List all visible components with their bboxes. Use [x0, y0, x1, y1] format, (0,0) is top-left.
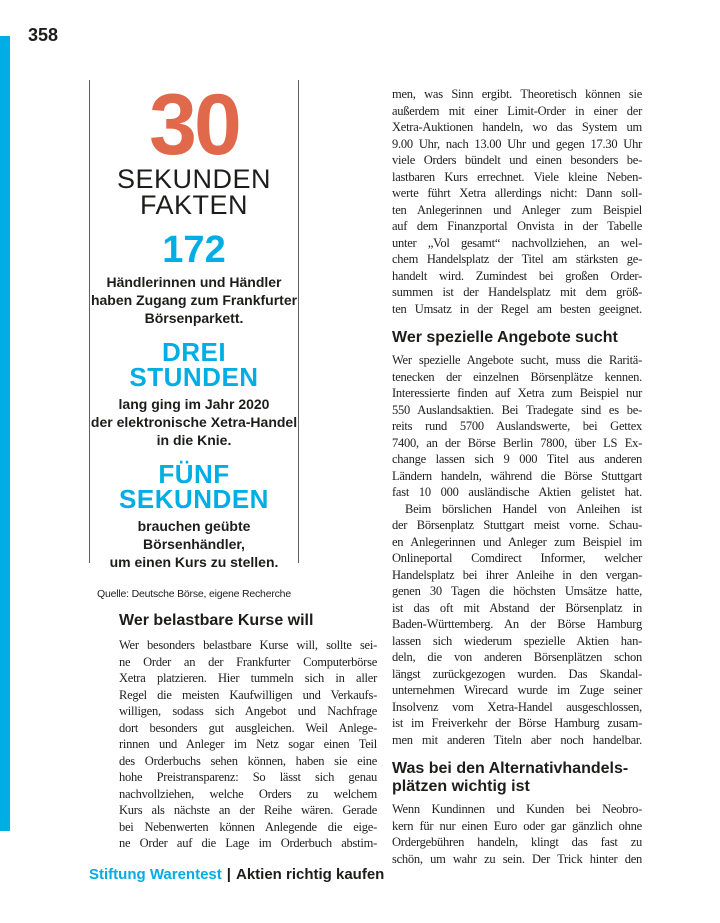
text-line: Beim börslichen Handel von Anleihen ist: [405, 501, 642, 516]
text-line: brauchen geübte: [137, 518, 251, 534]
fact-value-172: 172: [162, 229, 226, 271]
text-line: unter „Vol gesamt“ nachvollziehen, an wel-: [392, 235, 642, 250]
text-line: FAKTEN: [139, 190, 249, 220]
text-line: schön, um wahr zu sein. Der Trick hinter den: [392, 851, 642, 866]
left-column-paragraph: [119, 637, 377, 852]
text-line: plätzen wichtig ist: [392, 778, 530, 795]
text-line: Onlineportal Comdirect Informer, welcher: [392, 551, 642, 565]
fact-text-3: [90, 517, 298, 571]
page-accent-bar: [0, 36, 10, 831]
text-line: werte führt Xetra allerdings nicht: Dann soll-: [392, 186, 642, 200]
text-line: Ordergebühren handeln, klingt das fast zu: [392, 835, 642, 849]
text-line: men mit anderen Titeln aber noch handelbar.: [392, 732, 642, 747]
fact-text-1: [90, 273, 298, 327]
text-line: Ländern handeln, während die Börse Stuttgart: [392, 468, 642, 483]
text-line: lastbaren Kurs errechnet. Viele kleine Neben-: [392, 169, 642, 184]
footer-brand: Stiftung Warentest: [89, 866, 222, 883]
text-line: außerdem mit einer Limit-Order in einer der: [392, 103, 642, 118]
text-line: Wer spezielle Angebote sucht, muss die Raritä-: [392, 353, 642, 367]
footer-separator: |: [226, 866, 231, 883]
text-line: haben Zugang zum Frankfurter: [90, 292, 298, 308]
text-line: STUNDEN: [129, 362, 259, 392]
text-line: Interessierte finden auf Xetra zum Beispiel nur: [392, 386, 642, 400]
text-line: bei Nebenwerten können Anlegende die eige-: [119, 819, 377, 834]
text-line: der Börsenplatz Stuttgart meist vorne. Schau-: [392, 518, 642, 532]
text-line: ist das oft mit Abstand der Börsenplatz in: [392, 600, 642, 615]
text-line: change lassen sich 9 000 Titel aus anderen: [392, 452, 642, 466]
text-line: chem Handelsplatz der Titel am stärksten ge-: [392, 252, 642, 266]
heading-wer-belastbare-kurse-will: Wer belastbare Kurse will: [119, 612, 314, 629]
text-line: men, was Sinn ergibt. Theoretisch können sie: [392, 87, 642, 101]
text-line: unternehmen Wirecard wurde im Zuge seiner: [392, 683, 642, 697]
page-footer: [89, 866, 384, 883]
text-line: Börsenhändler,: [143, 536, 245, 552]
text-line: Händlerinnen und Händler: [106, 274, 282, 290]
text-line: FÜNF: [158, 459, 230, 489]
text-line: Insolvenz vom Xetra-Handel ausgeschlossen,: [392, 699, 642, 714]
text-line: deln, die von anderen Börsenplätzen schon: [392, 650, 642, 664]
fact-box-heading: [90, 166, 298, 218]
text-line: SEKUNDEN: [119, 484, 269, 514]
fact-box: [89, 77, 299, 600]
text-line: rinnen und Anleger im Netz sogar einen Teil: [119, 737, 377, 751]
text-line: tenecken der einzelnen Börsenplätze kennen.: [392, 369, 642, 384]
text-line: lang ging im Jahr 2020: [118, 396, 270, 412]
text-line: fast 10 000 ausländische Aktien gelistet hat.: [392, 485, 642, 499]
right-paragraph-2: [392, 352, 642, 501]
text-line: Wenn Kundinnen und Kunden bei Neobro-: [392, 802, 642, 816]
right-paragraph-4: [392, 801, 642, 867]
text-line: reits rund 5700 Auslandswerte, bei Gettex: [392, 419, 642, 433]
page-number: 358: [28, 25, 59, 45]
text-line: ne Order auf die Lage im Orderbuch abstim-: [119, 836, 377, 850]
text-line: auf dem Finanzportal Onvista in der Tabelle: [392, 219, 642, 233]
text-line: dort besonders gut ausgleichen. Weil Anlege-: [119, 720, 377, 735]
text-line: Wer besonders belastbare Kurse will, sollte sei-: [119, 638, 377, 652]
text-line: Xetra platzieren. Hier tummeln sich in aller: [119, 671, 377, 685]
text-line: hohe Preistransparenz: So lässt sich genau: [119, 770, 377, 784]
text-line: 7400, an der Börse Berlin 7800, über LS Ex-: [392, 435, 642, 450]
left-text-column: [119, 612, 377, 852]
fact-value-drei-stunden: [90, 337, 298, 392]
text-line: en Anlegerinnen und Anleger zum Beispiel im: [392, 534, 642, 549]
right-paragraph-1: [392, 86, 642, 317]
text-line: in die Knie.: [156, 432, 232, 448]
text-line: der elektronische Xetra-Handel: [90, 414, 298, 430]
heading-alternativhandelsplaetze: [392, 760, 642, 796]
text-line: lassen sich wiederum spezielle Aktien han-: [392, 633, 642, 648]
text-line: Was bei den Alternativhandels-: [392, 760, 629, 777]
text-line: Baden-Württemberg. An der Börse Hamburg: [392, 617, 642, 631]
text-line: Kurs als nächste an der Reihe wären. Gerade: [119, 803, 377, 817]
fact-box-source: Quelle: Deutsche Börse, eigene Recherche: [97, 588, 291, 600]
text-line: genen 30 Tagen die höchsten Umsätze hatte,: [392, 584, 642, 598]
footer-book-title: Aktien richtig kaufen: [235, 866, 385, 883]
fact-box-big-number: 30: [149, 77, 239, 173]
text-line: längst zurückgezogen wurden. Das Skandal-: [392, 666, 642, 681]
heading-wer-spezielle-angebote-sucht: Wer spezielle Angebote sucht: [392, 329, 618, 346]
text-line: Regel die meisten Kaufwilligen und Verkaufs-: [119, 687, 377, 702]
text-line: ten Umsatz in der Regel am besten geeignet.: [392, 301, 642, 316]
text-line: viele Orders bündelt und einen besonders be-: [392, 153, 642, 167]
text-line: um einen Kurs zu stellen.: [109, 554, 279, 570]
right-paragraph-3: [392, 501, 642, 749]
text-line: ist im Freiverkehr der Börse Hamburg zusam-: [392, 716, 642, 730]
text-line: willigen, sodass sich Angebot und Nachfrage: [119, 704, 377, 718]
text-line: kern für nur einen Euro oder gar gänzlich ohne: [392, 818, 642, 833]
text-line: ten Anlegerinnen und Anleger zum Beispiel: [392, 202, 642, 217]
text-line: handelt wird. Zumindest bei großen Order-: [392, 268, 642, 283]
text-line: SEKUNDEN: [116, 164, 272, 194]
text-line: des Orderbuchs sehen können, haben sie eine: [119, 753, 377, 768]
text-line: Handelsplatz bei ihrer Anleihe in den vergan-: [392, 567, 642, 582]
text-line: DREI: [161, 337, 227, 367]
text-line: Börsenparkett.: [144, 310, 244, 326]
text-line: nachvollziehen, welche Orders zu welchem: [119, 786, 377, 801]
text-line: 550 Auslandsaktien. Bei Tradegate sind es be-: [392, 402, 642, 417]
fact-value-fuenf-sekunden: [90, 459, 298, 514]
text-line: 9.00 Uhr, nach 13.00 Uhr und gegen 17.30 Uhr: [392, 136, 642, 151]
text-line: summen ist der Handelsplatz mit dem größ-: [392, 285, 642, 299]
text-line: ne Order an der Frankfurter Computerbörse: [119, 654, 377, 669]
text-line: Xetra-Auktionen handeln, wo das System um: [392, 120, 642, 134]
fact-text-2: [90, 395, 298, 449]
right-text-column: [392, 80, 642, 867]
